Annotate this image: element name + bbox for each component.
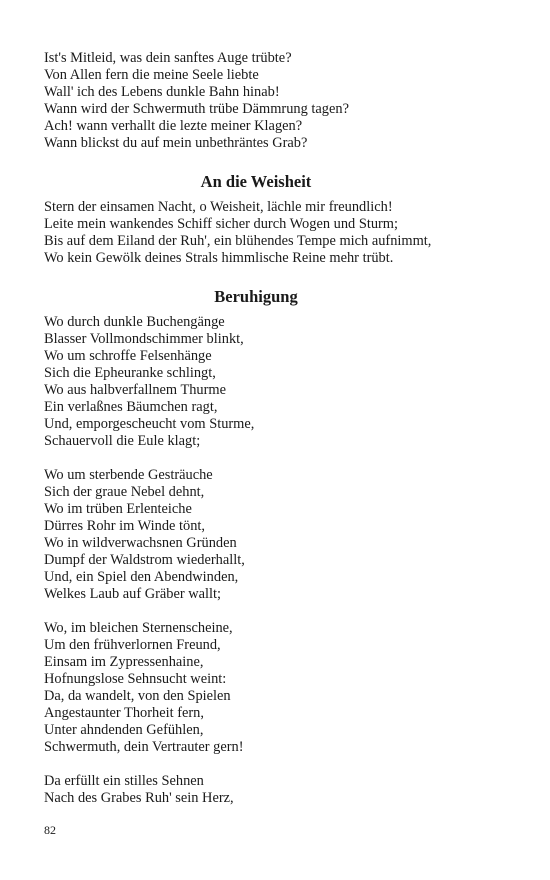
stanza-gap [44, 756, 514, 773]
verse-line: Leite mein wankendes Schiff sicher durch Wogen und Sturm; [44, 216, 398, 232]
verse-line: Hofnungslose Sehnsucht weint: [44, 671, 227, 687]
verse-line: Wo kein Gewölk deines Strals himmlische Reine mehr trübt. [44, 250, 394, 266]
verse-line: Da erfüllt ein stilles Sehnen [44, 773, 204, 789]
verse-line: Wo aus halbverfallnem Thurme [44, 382, 226, 398]
verse-line: Nach des Grabes Ruh' sein Herz, [44, 790, 234, 806]
verse-line: Dürres Rohr im Winde tönt, [44, 518, 206, 534]
verse-line: Wo durch dunkle Buchengänge [44, 314, 225, 330]
verse-line: Stern der einsamen Nacht, o Weisheit, lächle mir freundlich! [44, 199, 393, 215]
verse-line: Da, da wandelt, von den Spielen [44, 688, 231, 704]
beruhigung-stanza-2 [44, 467, 514, 603]
poem-title-beruhigung: Beruhigung [214, 287, 298, 306]
verse-line: Welkes Laub auf Gräber wallt; [44, 586, 222, 602]
verse-line: Wo um sterbende Gesträuche [44, 467, 213, 483]
verse-line: Bis auf dem Eiland der Ruh', ein blühendes Tempe mich aufnimmt, [44, 233, 432, 249]
verse-line: Wo um schroffe Felsenhänge [44, 348, 212, 364]
verse-line: Schwermuth, dein Vertrauter gern! [44, 739, 244, 755]
verse-line: Sich der graue Nebel dehnt, [44, 484, 205, 500]
verse-line: Und, ein Spiel den Abendwinden, [44, 569, 239, 585]
verse-line: Wo im trüben Erlenteiche [44, 501, 192, 517]
stanza-gap [44, 603, 514, 620]
verse-line: Ach! wann verhallt die lezte meiner Klagen? [44, 118, 303, 134]
verse-line: Wall' ich des Lebens dunkle Bahn hinab! [44, 84, 280, 100]
verse-line: Einsam im Zypressenhaine, [44, 654, 204, 670]
opening-stanza [44, 50, 514, 152]
poem-title-an-die-weisheit: An die Weisheit [200, 172, 312, 191]
verse-line: Angestaunter Thorheit fern, [44, 705, 204, 721]
verse-line: Sich die Epheuranke schlingt, [44, 365, 216, 381]
poem-an-die-weisheit [44, 199, 514, 267]
page-number: 82 [44, 823, 56, 837]
verse-line: Blasser Vollmondschimmer blinkt, [44, 331, 244, 347]
verse-line: Wann blickst du auf mein unbethräntes Grab? [44, 135, 308, 151]
verse-line: Von Allen fern die meine Seele liebte [44, 67, 259, 83]
verse-line: Ist's Mitleid, was dein sanftes Auge trübte? [44, 50, 292, 66]
verse-line: Schauervoll die Eule klagt; [44, 433, 201, 449]
verse-line: Und, emporgescheucht vom Sturme, [44, 416, 255, 432]
stanza-gap [44, 450, 514, 467]
verse-line: Wo in wildverwachsnen Gründen [44, 535, 237, 551]
beruhigung-stanza-3 [44, 620, 514, 756]
verse-line: Wo, im bleichen Sternenscheine, [44, 620, 233, 636]
verse-line: Wann wird der Schwermuth trübe Dämmrung tagen? [44, 101, 349, 117]
beruhigung-stanza-4 [44, 773, 514, 807]
verse-line: Unter ahndenden Gefühlen, [44, 722, 204, 738]
page-body [44, 50, 514, 807]
beruhigung-stanza-1 [44, 314, 514, 450]
verse-line: Um den frühverlornen Freund, [44, 637, 221, 653]
verse-line: Dumpf der Waldstrom wiederhallt, [44, 552, 245, 568]
verse-line: Ein verlaßnes Bäumchen ragt, [44, 399, 218, 415]
